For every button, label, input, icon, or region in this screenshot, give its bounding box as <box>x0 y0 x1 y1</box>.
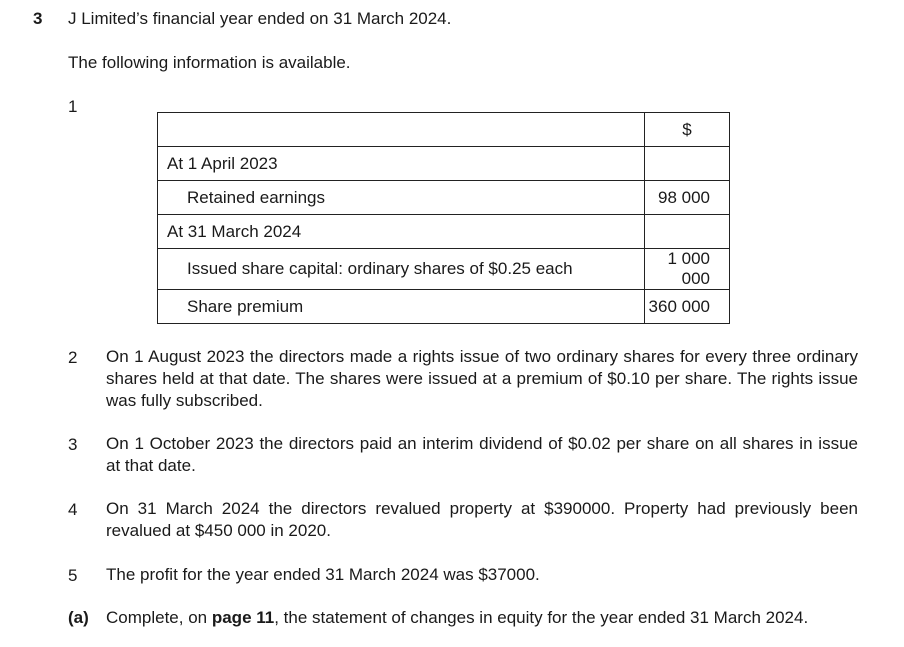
item-number-3: 3 <box>68 435 78 454</box>
table-row <box>158 290 730 324</box>
row-label: At 1 April 2023 <box>158 147 645 181</box>
table-row <box>158 215 730 249</box>
item-number-2: 2 <box>68 348 78 367</box>
part-a-instruction <box>106 608 808 628</box>
row-value <box>645 147 730 181</box>
item-number-5: 5 <box>68 566 78 585</box>
table-row <box>158 249 730 290</box>
question-number: 3 <box>33 9 43 28</box>
table-row <box>158 181 730 215</box>
row-value <box>645 215 730 249</box>
row-value: 1 000 000 <box>645 249 730 290</box>
item-text-2: On 1 August 2023 the directors made a rights issue of two ordinary shares for every three ordinary shares held at that date. The shares were issued at a premium of $0.10 per share. The rights issue was fully subscribed. <box>106 347 858 410</box>
question-intro: J Limited’s financial year ended on 31 March 2024. <box>68 9 452 28</box>
row-value: 360 000 <box>645 290 730 324</box>
row-label: Issued share capital: ordinary shares of $0.25 each <box>158 249 645 290</box>
table-row <box>158 147 730 181</box>
page-reference: page 11 <box>211 608 275 627</box>
part-a-text-before: Complete, on <box>106 608 212 627</box>
item-number-4: 4 <box>68 500 78 519</box>
part-a-label: (a) <box>68 608 89 627</box>
row-value: 98 000 <box>645 181 730 215</box>
item-number-1: 1 <box>68 97 78 116</box>
part-a-text-after: , the statement of changes in equity for the year ended 31 March 2024. <box>274 608 809 627</box>
table-header-blank-cell <box>158 113 645 147</box>
item-text-5: The profit for the year ended 31 March 2024 was $37000. <box>106 565 540 584</box>
item-text-4: On 31 March 2024 the directors revalued property at $390000. Property had previously been revalued at $450 000 in 2020. <box>106 499 858 540</box>
currency-header: $ <box>645 113 730 147</box>
row-label: At 31 March 2024 <box>158 215 645 249</box>
row-label: Share premium <box>158 290 645 324</box>
information-table <box>157 112 730 324</box>
item-text-3: On 1 October 2023 the directors paid an interim dividend of $0.02 per share on all shares in issue at that date. <box>106 434 858 475</box>
table-header-row <box>158 113 730 147</box>
question-lead: The following information is available. <box>68 53 351 72</box>
row-label: Retained earnings <box>158 181 645 215</box>
